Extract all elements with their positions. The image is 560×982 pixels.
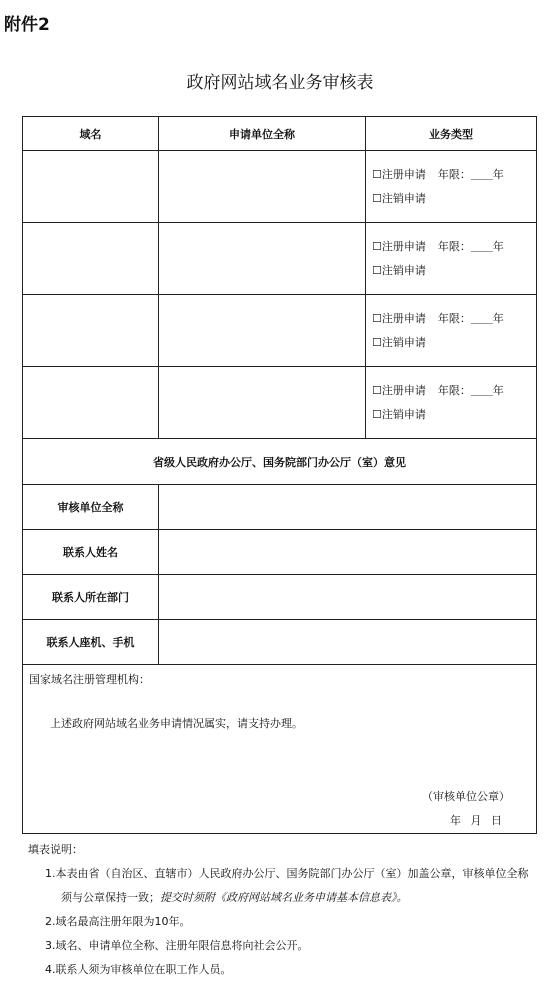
note-item-3: 3.域名、申请单位全称、注册年限信息将向社会公开。 [45,939,309,952]
table-row [23,223,537,295]
note-item-4: 4.联系人须为审核单位在职工作人员。 [45,963,232,976]
cancel-checkbox[interactable]: ☐注销申请 [372,191,426,205]
term-field[interactable]: 年限：＿＿年 [437,239,504,253]
register-checkbox[interactable]: ☐注册申请 [372,311,426,325]
opinion-date: 年 月 日 [450,814,502,827]
attachment-label: 附件2 [4,15,50,35]
domain-cell[interactable] [23,151,159,223]
info-row-contact-name [23,530,537,575]
term-field[interactable]: 年限：＿＿年 [437,311,504,325]
opinion-seal: （审核单位公章） [422,790,510,803]
header-applicant: 申请单位全称 [159,117,366,151]
contact-phone-label: 联系人座机、手机 [23,620,159,665]
table-row [23,367,537,439]
domain-cell[interactable] [23,295,159,367]
opinion-body: 上述政府网站域名业务申请情况属实，请支持办理。 [50,717,303,730]
business-type-cell [366,295,537,367]
contact-dept-field[interactable] [159,575,537,620]
reviewer-name-label: 审核单位全称 [23,485,159,530]
table-row [23,295,537,367]
note-item-1-cont [61,886,538,910]
info-row-reviewer [23,485,537,530]
business-type-cell [366,367,537,439]
business-type-cell [366,151,537,223]
term-field[interactable]: 年限：＿＿年 [437,383,504,397]
header-business-type: 业务类型 [366,117,537,151]
section-title: 省级人民政府办公厅、国务院部门办公厅（室）意见 [23,439,537,485]
info-row-contact-dept [23,575,537,620]
cancel-checkbox[interactable]: ☐注销申请 [372,263,426,277]
applicant-cell[interactable] [159,295,366,367]
opinion-addressee: 国家域名注册管理机构： [29,673,150,686]
table-header-row [23,117,537,151]
cancel-checkbox[interactable]: ☐注销申请 [372,407,426,421]
table-row [23,151,537,223]
register-checkbox[interactable]: ☐注册申请 [372,239,426,253]
header-domain: 域名 [23,117,159,151]
business-type-cell [366,223,537,295]
applicant-cell[interactable] [159,367,366,439]
info-row-contact-phone [23,620,537,665]
cancel-checkbox[interactable]: ☐注销申请 [372,335,426,349]
register-checkbox[interactable]: ☐注册申请 [372,383,426,397]
contact-phone-field[interactable] [159,620,537,665]
opinion-row [23,665,537,834]
section-title-row [23,439,537,485]
contact-dept-label: 联系人所在部门 [23,575,159,620]
review-form-table [22,116,537,834]
term-field[interactable]: 年限：＿＿年 [437,167,504,181]
applicant-cell[interactable] [159,223,366,295]
reviewer-name-field[interactable] [159,485,537,530]
domain-cell[interactable] [23,367,159,439]
opinion-cell [23,665,537,834]
form-title: 政府网站域名业务审核表 [186,73,374,93]
note-item-1: 1.本表由省（自治区、直辖市）人民政府办公厅、国务院部门办公厅（室）加盖公章，审核单位全称 [45,867,529,880]
register-checkbox[interactable]: ☐注册申请 [372,167,426,181]
contact-name-label: 联系人姓名 [23,530,159,575]
note-item-1-plain: 须与公章保持一致； [61,891,160,904]
note-item-2: 2.域名最高注册年限为10年。 [45,915,191,928]
contact-name-field[interactable] [159,530,537,575]
form-notes [28,838,538,982]
note-item-1-italic: 提交时须附《政府网站域名业务申请基本信息表》。 [160,891,408,904]
domain-cell[interactable] [23,223,159,295]
applicant-cell[interactable] [159,151,366,223]
notes-heading: 填表说明： [28,843,83,856]
